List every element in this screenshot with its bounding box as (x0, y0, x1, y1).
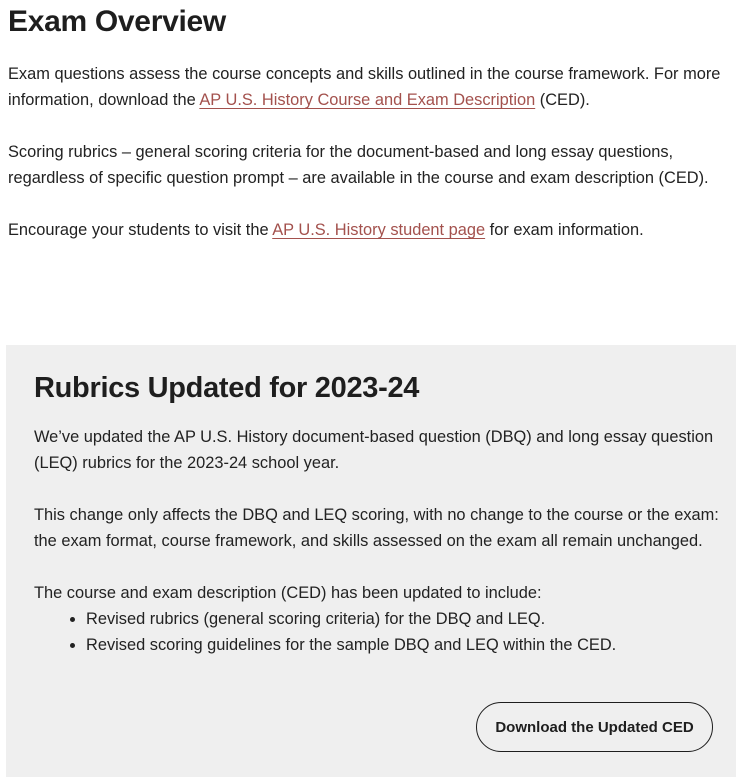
rubrics-update-list (34, 606, 724, 658)
exam-overview-paragraph-2: Scoring rubrics – general scoring criteria for the document-based and long essay questions, regardless of specific question prompt – are available in the course and exam description (CED). (8, 143, 709, 187)
rubrics-updated-panel (6, 345, 736, 777)
rubrics-paragraph-3: The course and exam description (CED) has been updated to include: (34, 584, 542, 602)
p3-text-before: Encourage your students to visit the (8, 221, 273, 239)
p1-text-before: Exam questions assess the course concepts and skills outlined in the course framework. For more information, download the (8, 65, 721, 109)
rubrics-paragraph-2: This change only affects the DBQ and LEQ scoring, with no change to the course or the exam: the exam format, course framework, and skills assessed on the exam all remain unchanged. (34, 506, 719, 550)
list-item: • Revised scoring guidelines for the sample DBQ and LEQ within the CED. (86, 632, 724, 658)
p1-text-after: (CED). (535, 91, 590, 109)
course-exam-description-link[interactable]: AP U.S. History Course and Exam Description (199, 91, 536, 109)
exam-overview-paragraph-3 (8, 217, 732, 243)
exam-overview-section (8, 0, 732, 243)
rubrics-paragraph-1: We’ve updated the AP U.S. History document-based question (DBQ) and long essay question (LEQ) rubrics for the 2023-24 school year. (34, 428, 714, 472)
rubrics-title: Rubrics Updated for 2023-24 (34, 372, 420, 404)
download-updated-ced-button[interactable]: Download the Updated CED (476, 702, 713, 752)
rubrics-body (34, 424, 724, 658)
exam-overview-title: Exam Overview (8, 5, 226, 38)
p3-text-after: for exam information. (485, 221, 644, 239)
list-item: • Revised rubrics (general scoring criteria) for the DBQ and LEQ. (86, 606, 724, 632)
exam-overview-paragraph-1 (8, 61, 732, 113)
student-page-link[interactable]: AP U.S. History student page (272, 221, 486, 239)
